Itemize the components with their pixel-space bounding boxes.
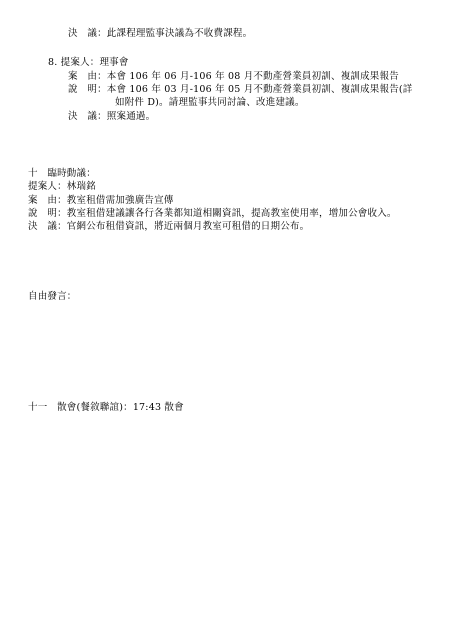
item8-explanation-line1: 說 明：本會 106 年 03 月-106 年 05 月不動產營業員初訓、複訓成果報告(詳 — [68, 84, 413, 95]
section10-reason: 案 由：教室租借需加強廣告宣傳 — [28, 195, 174, 206]
item8-explanation-line2: 如附件 D)。請理監事共同討論、改進建議。 — [115, 97, 305, 108]
item7-resolution: 決 議：此課程理監事決議為不收費課程。 — [68, 28, 253, 39]
item8-reason: 案 由：本會 106 年 06 月-106 年 08 月不動產營業員初訓、複訓成果報告 — [68, 71, 399, 82]
section11-heading: 十一 散會(餐敘聯誼)：17:43 散會 — [28, 402, 184, 413]
item8-proposer: 8. 提案人：理事會 — [48, 57, 129, 68]
section10-explanation: 說 明：教室租借建議讓各行各業都知道相關資訊，提高教室使用率，增加公會收入。 — [28, 208, 397, 219]
free-speech-heading: 自由發言： — [28, 291, 77, 302]
section10-proposer: 提案人：林瑞銘 — [28, 181, 96, 192]
section10-heading: 十 臨時動議： — [28, 168, 96, 179]
section10-resolution: 決 議：官網公布租借資訊，將近兩個月教室可租借的日期公布。 — [28, 221, 310, 232]
item8-resolution: 決 議：照案通過。 — [68, 111, 156, 122]
